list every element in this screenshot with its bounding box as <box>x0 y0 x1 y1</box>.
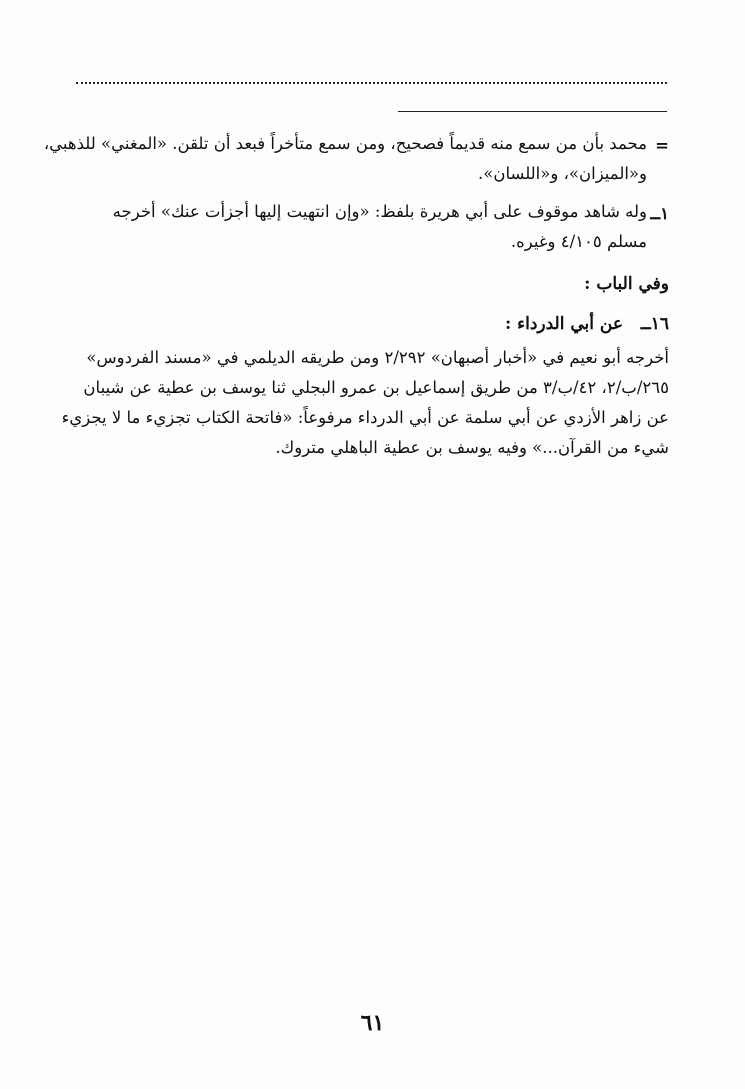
entry-heading: عن أبي الدرداء : <box>504 314 623 334</box>
page-number: ٦١ <box>360 1010 385 1036</box>
footnote-line: محمد بأن من سمع منه قديماً فصحيح، ومن سمع متأخراً فبعد أن تلقن. «المغني» للذهبي، <box>43 134 647 153</box>
footnote-continuation-marker: = <box>655 136 669 155</box>
entry-line: شيء من القرآن...» وفيه يوسف بن عطية الباهلي متروك. <box>275 438 669 457</box>
entry-line: ٢٦٥/ب/٢، ٤٢/ب/٣ من طريق إسماعيل بن عمرو البجلي ثنا يوسف بن عطية عن شيبان <box>83 378 669 397</box>
entry-line: عن زاهر الأزدي عن أبي سلمة عن أبي الدرداء مرفوعاً: «فاتحة الكتاب تجزيء ما لا يجزيء <box>61 408 669 427</box>
section-heading: وفي الباب : <box>584 274 669 294</box>
footnote-line: و«الميزان»، و«اللسان». <box>477 164 647 183</box>
entry-line: أخرجه أبو نعيم في «أخبار أصبهان» ٢/٢٩٢ ومن طريقه الديلمي في «مسند الفردوس» <box>86 348 669 367</box>
entry-body <box>61 0 669 470</box>
footnote-line: مسلم ٤/١٠٥ وغيره. <box>510 232 647 251</box>
entry-number: ١٦ــ <box>640 314 669 334</box>
footnote-line: وله شاهد موقوف على أبي هريرة بلفظ: «وإن انتهيت إليها أجزأت عنك» أخرجه <box>112 202 647 221</box>
footnote-marker: ١ــ <box>650 204 669 223</box>
